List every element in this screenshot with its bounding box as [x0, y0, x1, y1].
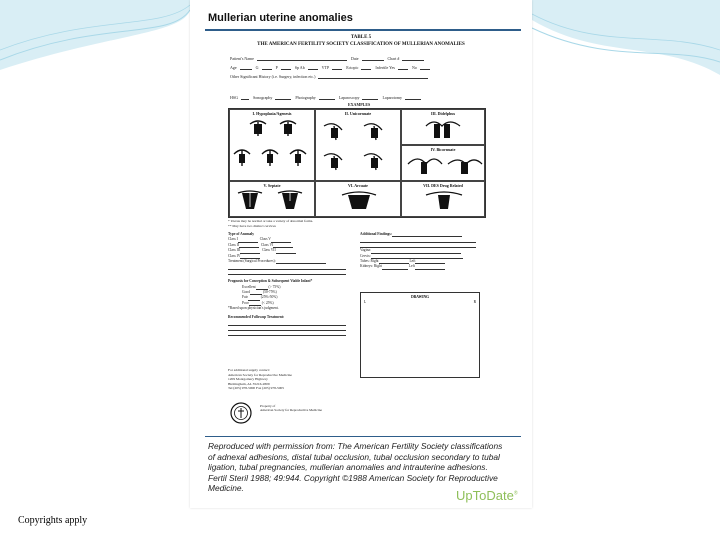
anomaly-section [228, 232, 353, 336]
prognosis-row-name: Poor [242, 300, 249, 305]
diagram-notes [228, 219, 313, 229]
form-field-label: P [275, 65, 278, 70]
finding-label: Tubes: Right [360, 259, 379, 264]
additional-findings-label: Additional Findings: [360, 232, 392, 236]
form-field-label: Laparoscopy [338, 95, 360, 100]
document-image [190, 0, 532, 508]
prognosis-row-range: (> 75%) [268, 284, 281, 289]
cell-des-drug-related [401, 181, 485, 217]
supply-contact-block [228, 368, 292, 391]
form-line-imaging [230, 95, 424, 100]
class-label: Class II [228, 242, 240, 247]
drawing-right-marker: R [473, 300, 476, 304]
form-label: Patient's Name [230, 56, 254, 61]
treatment-label: Treatment (Surgical Procedures): [228, 259, 276, 264]
table-title: THE AMERICAN FERTILITY SOCIETY CLASSIFICATION OF MULLERIAN ANOMALIES [257, 42, 465, 47]
contact-line: Tel (205) 978-5000 Fax (205) 978-5005 [228, 386, 285, 391]
prognosis-row-range: (25%-50%) [260, 295, 278, 300]
form-field-label: VTP [321, 65, 330, 70]
brand-name: UpToDate [456, 488, 514, 503]
form-field-label: Laparotomy [382, 95, 403, 100]
finding-label: Kidneys: Right [360, 264, 382, 269]
contact-line: American Society for Reproductive Medicine [228, 372, 292, 377]
category-title: I. Hypoplasia/Agenesis [252, 111, 292, 116]
cell-bicornuate [401, 145, 485, 181]
uterus-diagram-hypoplasia [230, 116, 316, 182]
drawing-box [360, 292, 480, 378]
note-line: ** May have two distinct cervices [228, 224, 276, 228]
contact-line: 1209 Montgomery Highway [228, 377, 268, 382]
citation-text: Reproduced with permission from: The American Fertility Society classifications of adnexal adhesions, distal tubal occlusion, tubal occlusion secondary to tubal ligation, tubal pregnancies, mullerian anomalies and intrauterine adhesions. Fertil Steril 1988; 49:944. Copyright ©1988 American Society for Reproductive Medicine. [208, 441, 503, 493]
form-field-label: No [411, 65, 417, 70]
form-field-label: G [255, 65, 259, 70]
finding-label: Vagina: [360, 248, 371, 253]
uterus-diagram-unicornuate [316, 116, 402, 182]
examples-label: EXAMPLES [348, 102, 371, 107]
prognosis-row-name: Fair [242, 295, 248, 300]
cell-septate [229, 181, 315, 217]
class-label: Class I [228, 237, 238, 242]
uterus-diagram-des [402, 187, 486, 217]
form-line-history [230, 65, 433, 70]
form-label: Age [230, 65, 237, 70]
contact-line: For additional supply contact: [228, 368, 270, 372]
finding-label: Cervix: [360, 253, 371, 258]
table-label: TABLE 5 [350, 35, 372, 40]
cell-didelphus [401, 109, 485, 145]
seal-caption [260, 404, 322, 413]
seal-caption-line: Property of [260, 404, 276, 408]
prognosis-row-range: (50-75%) [262, 290, 277, 295]
citation-divider [205, 436, 521, 437]
form-field-label: Ectopic [346, 65, 359, 70]
page-title: Mullerian uterine anomalies [208, 12, 353, 24]
finding-left-label: Left [409, 259, 416, 264]
copyrights-note: Copyrights apply [18, 515, 88, 526]
cell-arcuate [315, 181, 401, 217]
brand-mark: ® [513, 490, 518, 497]
prognosis-row-name: Excellent [242, 284, 256, 289]
category-title: VII. DES Drug Related [423, 183, 463, 188]
category-title: II. Unicornuate [344, 111, 372, 116]
class-label: Class V [259, 237, 271, 242]
form-field-label: Chart # [387, 56, 400, 61]
society-seal-icon [230, 402, 252, 424]
cell-hypoplasia [229, 109, 315, 181]
category-title: VI. Arcuate [348, 183, 368, 188]
seal-caption-line: American Society for Reproductive Medicine [260, 408, 322, 413]
form-label: HSG [230, 95, 239, 100]
type-of-anomaly-label: Type of Anomaly [228, 232, 255, 236]
category-title: III. Didelphus [430, 111, 455, 116]
prognosis-footnote: *Based upon physician's judgment. [228, 306, 279, 311]
form-field-label: Date [350, 56, 359, 61]
class-label: Class VI [260, 242, 274, 247]
category-title: V. Septate [263, 183, 281, 188]
form-label: Other Significant History (i.e. Surgery, infection etc.) [230, 74, 316, 79]
drawing-left-marker: L [364, 300, 367, 304]
additional-findings-section [360, 232, 488, 270]
class-label: Class IV [228, 253, 241, 258]
prognosis-label: Prognosis for Conception & Subsequent Viable Infant* [228, 279, 313, 284]
title-divider [205, 29, 521, 31]
form-field-label: Sp Ab [294, 65, 305, 70]
category-title: IV. Bicornuate [430, 147, 456, 152]
cell-unicornuate [315, 109, 401, 181]
drawing-title: DRAWING [411, 295, 429, 299]
followup-label: Recommended Followup Treatment: [228, 314, 285, 319]
form-line-patient [230, 56, 427, 61]
form-field-label: Infertile Yes [375, 65, 395, 70]
uterus-diagram-didelphus [402, 116, 486, 146]
contact-line: Birmingham, AL 35216-2809 [228, 381, 270, 386]
uptodate-logo [456, 488, 518, 503]
classification-diagram-grid [228, 108, 486, 218]
finding-left-label: Left [408, 264, 415, 269]
note-line: * Uterus may be normal or take a variety of abnormal forms. [228, 219, 314, 223]
class-label: Class VII [262, 248, 276, 253]
form-field-label: Photography [295, 95, 316, 100]
prognosis-row-range: (< 25%) [261, 300, 274, 305]
uterus-diagram-septate [230, 187, 316, 217]
uterus-diagram-arcuate [316, 187, 402, 217]
uterus-diagram-bicornuate [402, 152, 486, 182]
class-label: Class III [228, 248, 241, 253]
form-field-label: Sonography [253, 95, 273, 100]
form-line-other [230, 74, 431, 79]
prognosis-row-name: Good [242, 290, 250, 295]
